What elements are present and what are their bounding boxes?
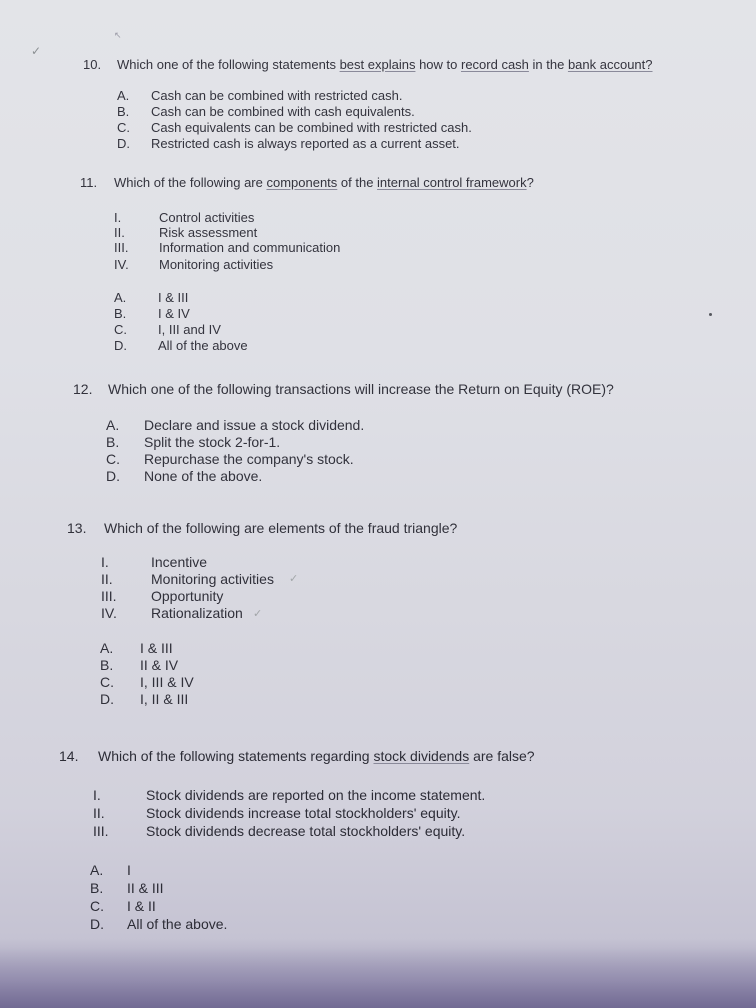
- pen-mark: ↖: [114, 30, 122, 40]
- question-text: Which one of the following transactions will increase the Return on Equity (ROE)?: [108, 381, 614, 397]
- pencil-checkmark: ✓: [289, 573, 299, 585]
- question-number: 10.: [83, 57, 102, 72]
- question-number: 12.: [73, 381, 93, 397]
- question-number: 13.: [67, 520, 87, 536]
- question-text: Which of the following are components of the internal control framework?: [114, 175, 534, 190]
- pencil-checkmark: ✓: [253, 608, 263, 620]
- photo-shadow: [0, 938, 756, 1008]
- exam-sheet: ✓ ↖ 10. Which one of the following statements best explains how to record cash in the bank account? A. Cash can be combined with restricted cash. B. Cash can be combined with cash equivalents. C. Cash equivalents can be combined with restricted cash. D. Restricted cash is always reported as a current asset. 11. Which of the following are components of the internal control framework? I. Control activities II. Risk assessment III. Information and communication IV. Monitoring activities A. I & III B. I & IV C. I, III and IV D. All of the above 12. Which one of the following transactions will increase the Return on Equity (ROE)? A. Declare and issue a stock dividend. B. Split the stock 2-for-1. C. Repurchase the company's stock. D. None of the above. 13. Which of the following are elements of the fraud triangle? I. Incentive II. Monitoring activities ✓ III. Opportunity IV. Rationalization ✓ A. I & III B. II & IV C. I, III & IV D. I, II & III 14. Which of the following statements regarding stock dividends are false? I. Stock dividends are reported on the income statement. II. Stock dividends increase total stockholders' equity. III. Stock dividends decrease total stockholders' equity. A. I B. II & III C. I & II D. All of the above.: [0, 0, 756, 1008]
- question-text: Which of the following statements regarding stock dividends are false?: [98, 748, 535, 764]
- question-text: Which one of the following statements best explains how to record cash in the bank account?: [117, 57, 653, 72]
- question-number: 11.: [80, 175, 98, 190]
- question-number: 14.: [59, 748, 79, 764]
- margin-checkmark: ✓: [31, 44, 42, 58]
- ink-dot: [709, 313, 712, 316]
- question-text: Which of the following are elements of the fraud triangle?: [104, 520, 458, 536]
